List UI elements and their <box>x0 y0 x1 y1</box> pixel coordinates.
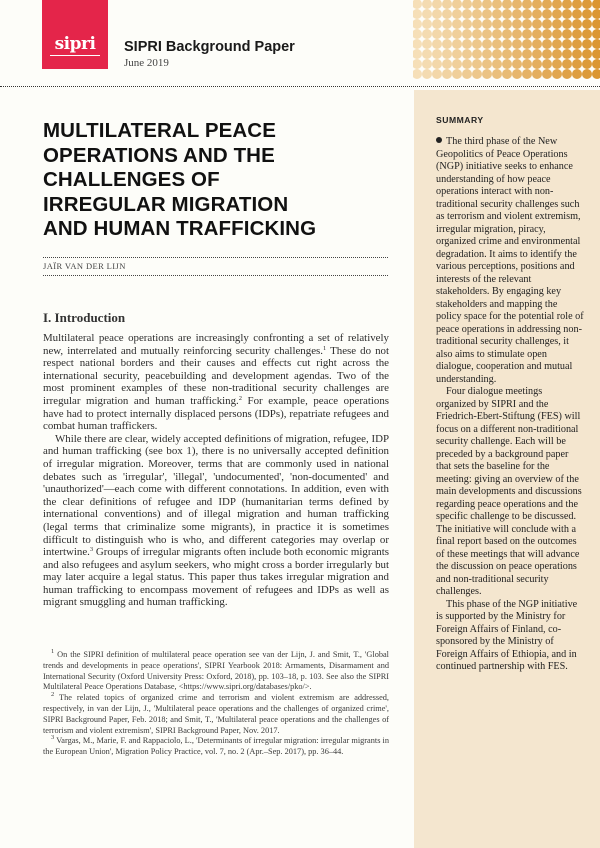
pattern-dot <box>512 19 522 29</box>
pattern-dot <box>432 59 442 69</box>
pattern-dot <box>592 59 600 69</box>
pattern-dot <box>572 0 582 9</box>
pattern-dot <box>522 49 532 59</box>
pattern-dot <box>502 9 512 19</box>
pattern-dot <box>482 19 492 29</box>
pattern-dot <box>532 29 542 39</box>
pattern-dot <box>432 39 442 49</box>
pattern-dot <box>432 9 442 19</box>
pattern-dot <box>522 59 532 69</box>
summary-body <box>436 136 584 674</box>
pattern-dot <box>472 69 482 79</box>
pattern-dot <box>413 59 422 69</box>
footnote-number: 1 <box>51 648 55 655</box>
pattern-dot <box>462 29 472 39</box>
pattern-dot <box>572 49 582 59</box>
pattern-dot <box>472 19 482 29</box>
pattern-dot <box>592 39 600 49</box>
pattern-dot <box>592 0 600 9</box>
pattern-dot <box>582 39 592 49</box>
pattern-dot <box>413 19 422 29</box>
pattern-dot <box>452 0 462 9</box>
pattern-dot <box>542 19 552 29</box>
pattern-dot <box>552 29 562 39</box>
pattern-dot <box>512 9 522 19</box>
pattern-dot <box>552 69 562 79</box>
pattern-dot <box>552 49 562 59</box>
pattern-dot <box>542 0 552 9</box>
pattern-dot <box>492 49 502 59</box>
pattern-dot <box>512 49 522 59</box>
footnote <box>43 693 389 736</box>
footnote-number: 3 <box>51 734 55 742</box>
logo-text: sipri <box>54 33 96 54</box>
summary-text: The third phase of the New Geopolitics of Peace Operations (NGP) initiative seeks to enhance understanding of how peace operations interact with non-traditional security challenges such as terrorism and violent extremism, irregular migration, piracy, organized crime and environmental degradation. It aims to identify the various perceptions, positions and interests of the relevant stakeholders. By engaging key stakeholders and mapping the policy space for the potential role of peace operations in addressing non-traditional security challenges, it also aims to stimulate open dialogue, cooperation and mutual understanding. <box>436 136 584 385</box>
article-body <box>43 332 389 609</box>
pattern-dot <box>572 19 582 29</box>
pattern-dot <box>532 0 542 9</box>
pattern-dot <box>452 9 462 19</box>
footnote <box>43 650 389 693</box>
pattern-dot <box>562 0 572 9</box>
author-divider-top <box>43 257 388 258</box>
pattern-dot <box>472 0 482 9</box>
summary-paragraph <box>436 599 584 674</box>
pattern-dot <box>472 39 482 49</box>
pattern-dot <box>582 19 592 29</box>
pattern-dot <box>502 39 512 49</box>
pattern-dot <box>592 49 600 59</box>
pattern-dot <box>562 49 572 59</box>
pattern-dot <box>552 39 562 49</box>
pattern-dot <box>492 39 502 49</box>
pattern-dot <box>552 59 562 69</box>
pattern-dot <box>442 19 452 29</box>
pattern-dot <box>502 0 512 9</box>
pattern-dot <box>422 29 432 39</box>
pattern-dot <box>462 9 472 19</box>
pattern-dot <box>472 9 482 19</box>
pattern-dot <box>512 69 522 79</box>
pattern-dot <box>582 9 592 19</box>
pattern-dot <box>572 39 582 49</box>
pattern-dot <box>422 59 432 69</box>
pattern-dot <box>592 19 600 29</box>
paragraph-text: Multilateral peace operations are increasingly confronting a set of relatively new, interrelated and mutually reinforcing security challenges. <box>43 332 389 357</box>
pattern-dot <box>532 19 542 29</box>
pattern-dot <box>413 29 422 39</box>
footnote-ref[interactable]: 2 <box>238 394 243 402</box>
logo-underline <box>50 55 100 57</box>
footnote-text: On the SIPRI definition of multilateral peace operation see van der Lijn, J. and Smit, T., 'Global trends and developments in peace operations', SIPRI Yearbook 2018: Armaments, Disarmament and International Security (Oxford University Press: Oxford, 2018), pp. 103–18, p. 103. See also the SIPRI Multilateral Peace Operations Database, <https://www.sipri.org/databases/pko/>. <box>43 650 389 692</box>
pattern-dot <box>482 49 492 59</box>
pattern-dot <box>552 9 562 19</box>
footnote-text: Vargas, M., Marie, F. and Rappaciolo, L., 'Determinants of irregular migration: irregular migrants in the European Union', Migration Policy Practice, vol. 7, no. 2 (Apr.–Sep. 2017), pp. 36–44. <box>43 736 389 757</box>
pattern-dot <box>442 29 452 39</box>
summary-heading: SUMMARY <box>436 115 484 125</box>
pattern-dot <box>492 29 502 39</box>
author-name: JAÏR VAN DER LIJN <box>43 261 126 271</box>
pattern-dot <box>502 69 512 79</box>
pattern-dot <box>422 9 432 19</box>
footnote-number: 2 <box>51 691 55 699</box>
pattern-dot <box>522 39 532 49</box>
pattern-dot <box>532 59 542 69</box>
pattern-dot <box>422 0 432 9</box>
pattern-dot <box>422 49 432 59</box>
pattern-dot <box>462 59 472 69</box>
pattern-dot <box>452 59 462 69</box>
pattern-dot <box>462 69 472 79</box>
pattern-dot <box>562 69 572 79</box>
sipri-logo <box>42 0 108 69</box>
paragraph-text: For example, peace operations have had to protect internally displaced persons (IDPs), repatriate refugees and combat human traffickers. <box>43 394 390 433</box>
pattern-dot <box>522 69 532 79</box>
pattern-dot <box>542 49 552 59</box>
pattern-dot <box>462 19 472 29</box>
pattern-dot <box>582 49 592 59</box>
pattern-dot <box>482 59 492 69</box>
pattern-dot <box>442 59 452 69</box>
pattern-dot <box>432 0 442 9</box>
footnote-ref[interactable]: 3 <box>89 546 94 554</box>
pattern-dot <box>542 59 552 69</box>
pattern-dot <box>502 19 512 29</box>
pattern-dot <box>592 29 600 39</box>
summary-text: This phase of the NGP initiative is supported by the Ministry for Foreign Affairs of Finland, co-sponsored by the Ministry of Foreign Affairs of Ethiopia, and in continued partnership with FES. <box>436 598 578 672</box>
pattern-dot <box>522 0 532 9</box>
pattern-dot <box>482 9 492 19</box>
pattern-dot <box>572 29 582 39</box>
pattern-dot <box>442 49 452 59</box>
pattern-dot <box>592 69 600 79</box>
author-divider-bottom <box>43 275 388 276</box>
section-heading: I. Introduction <box>43 310 126 325</box>
body-paragraph <box>43 433 389 609</box>
pattern-dot <box>512 59 522 69</box>
pattern-dot <box>482 29 492 39</box>
pattern-dot <box>492 59 502 69</box>
pattern-dot <box>582 0 592 9</box>
footnotes <box>43 650 389 758</box>
pattern-dot <box>572 59 582 69</box>
pattern-dot <box>482 39 492 49</box>
pattern-dot <box>413 39 422 49</box>
pattern-dot <box>413 0 422 9</box>
pattern-dot <box>582 69 592 79</box>
pattern-dot <box>422 39 432 49</box>
footnote-ref[interactable]: 1 <box>323 344 327 352</box>
pattern-dot <box>502 49 512 59</box>
pattern-dot <box>552 0 562 9</box>
title-line: OPERATIONS AND THE <box>43 143 275 167</box>
decorative-dot-pattern <box>413 0 600 80</box>
paragraph-text: Groups of irregular migrants often include both economic migrants and also refugees and asylum seekers, who might cross a border irregularly but may later acquire a legal status. This paper thus takes irregular migration and human trafficking to encompass movement of refugees and IDPs as well as migrant smuggling and human trafficking. <box>43 546 389 609</box>
publication-date: June 2019 <box>124 57 169 69</box>
pattern-dot <box>432 19 442 29</box>
paragraph-text: These do not respect national borders and their causes and effects cut right across the international security, peacebuilding and development agendas. Two of the most prominent examples of these non-traditional security challenges are irregular migration and human trafficking. <box>43 344 389 407</box>
pattern-dot <box>452 29 462 39</box>
pattern-dot <box>413 9 422 19</box>
pattern-dot <box>472 29 482 39</box>
pattern-dot <box>422 69 432 79</box>
pattern-dot <box>452 39 462 49</box>
pattern-dot <box>502 59 512 69</box>
pattern-dot <box>482 69 492 79</box>
pattern-dot <box>432 69 442 79</box>
summary-paragraph <box>436 386 584 599</box>
pattern-dot <box>472 59 482 69</box>
dot-pattern-graphic <box>413 0 600 80</box>
pattern-dot <box>532 49 542 59</box>
pattern-dot <box>562 19 572 29</box>
pattern-dot <box>542 39 552 49</box>
pattern-dot <box>522 29 532 39</box>
pattern-dot <box>572 69 582 79</box>
summary-paragraph <box>436 136 584 386</box>
pattern-dot <box>542 29 552 39</box>
bullet-icon <box>436 137 442 143</box>
summary-panel <box>414 90 600 848</box>
pattern-dot <box>462 49 472 59</box>
pattern-dot <box>562 59 572 69</box>
pattern-dot <box>552 19 562 29</box>
pattern-dot <box>492 9 502 19</box>
pattern-dot <box>522 9 532 19</box>
article-title <box>43 119 388 242</box>
header-divider <box>0 86 600 87</box>
title-line: MULTILATERAL PEACE <box>43 119 276 142</box>
pattern-dot <box>442 69 452 79</box>
pattern-dot <box>532 69 542 79</box>
pattern-dot <box>462 39 472 49</box>
pattern-dot <box>532 39 542 49</box>
pattern-dot <box>452 69 462 79</box>
pattern-dot <box>582 29 592 39</box>
body-paragraph <box>43 332 389 433</box>
pattern-dot <box>522 19 532 29</box>
title-line: AND HUMAN TRAFFICKING <box>43 217 317 240</box>
pattern-dot <box>592 9 600 19</box>
pattern-dot <box>542 69 552 79</box>
pattern-dot <box>562 29 572 39</box>
pattern-dot <box>413 69 422 79</box>
title-line: IRREGULAR MIGRATION <box>43 192 289 216</box>
footnote-text: The related topics of organized crime and terrorism and violent extremism are addressed, respectively, in van der Lijn, J., 'Multilateral peace operations and the challenges of organized crime', SIPRI Background Paper, Feb. 2018; and Smit, T., 'Multilateral peace operations and the challenges of terrorism and violent extremism', SIPRI Background Paper, Nov. 2017. <box>43 693 389 735</box>
footnote <box>43 736 389 758</box>
pattern-dot <box>512 0 522 9</box>
paragraph-text: While there are clear, widely accepted definitions of migration, refugee, IDP and human trafficking (see box 1), there is no universally accepted definition of irregular migration. Moreover, terms that are commonly used in national debates such as 'irregular', 'illegal', 'undocumented', 'non-documented' and 'unauthorized'—each come with different connotations. In addition, even with the clear definitions of refugee and IDP (humanitarian terms defined by international conventions) and of illegal migration and human trafficking (legal terms that criminalize some migrants), in practice it is sometimes difficult to distinguish who is who, and different categories may overlap or intertwine. <box>43 432 389 559</box>
pattern-dot <box>413 49 422 59</box>
pattern-dot <box>512 39 522 49</box>
pattern-dot <box>432 49 442 59</box>
pattern-dot <box>572 9 582 19</box>
pattern-dot <box>482 0 492 9</box>
pattern-dot <box>562 39 572 49</box>
pattern-dot <box>502 29 512 39</box>
pattern-dot <box>452 19 462 29</box>
pattern-dot <box>422 19 432 29</box>
pattern-dot <box>442 39 452 49</box>
series-title: SIPRI Background Paper <box>124 39 295 55</box>
pattern-dot <box>442 9 452 19</box>
title-line: CHALLENGES OF <box>43 168 220 191</box>
pattern-dot <box>472 49 482 59</box>
pattern-dot <box>492 0 502 9</box>
pattern-dot <box>442 0 452 9</box>
pattern-dot <box>492 19 502 29</box>
pattern-dot <box>462 0 472 9</box>
pattern-dot <box>492 69 502 79</box>
pattern-dot <box>512 29 522 39</box>
pattern-dot <box>532 9 542 19</box>
pattern-dot <box>432 29 442 39</box>
pattern-dot <box>542 9 552 19</box>
summary-text: Four dialogue meetings organized by SIPRI and the Friedrich-Ebert-Stiftung (FES) will focus on a different non-traditional security challenge. Each will be preceded by a background paper that sets the baseline for the meeting: giving an overview of the main developments and discussions regarding peace operations and the specific challenge to be discussed. The initiative will conclude with a final report based on the outcomes of these meetings that will advance the discussion on peace operations and non-traditional security challenges. <box>436 386 582 597</box>
pattern-dot <box>452 49 462 59</box>
pattern-dot <box>562 9 572 19</box>
pattern-dot <box>582 59 592 69</box>
